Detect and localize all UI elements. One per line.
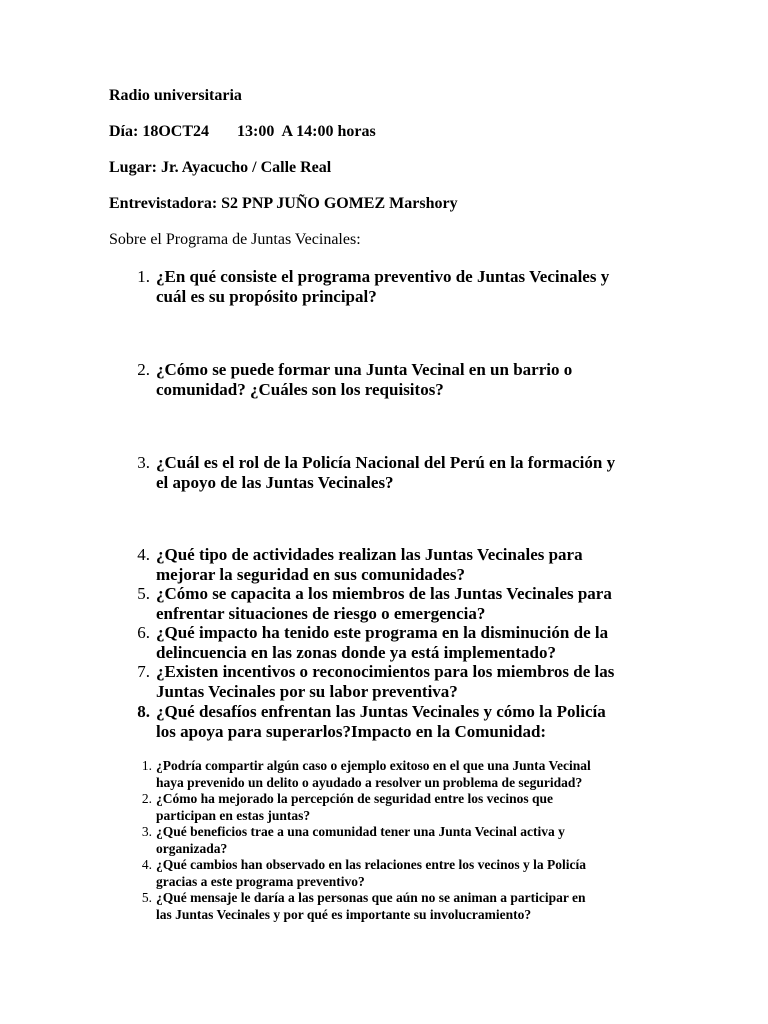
item-number: 8. [137,702,150,721]
list-item [137,360,656,399]
question-line: delincuencia en las zonas donde ya está implementado? [156,642,556,662]
question-line: mejorar la seguridad en sus comunidades? [156,564,466,584]
date-label: Día: 18OCT24 [109,123,209,140]
item-number: 6. [137,623,150,642]
list-item [141,758,656,791]
question-line: ¿En qué consiste el programa preventivo de Juntas Vecinales y [156,267,610,286]
list-item [141,857,656,890]
question-line: ¿Qué beneficios trae a una comunidad tener una Junta Vecinal activa y [156,824,565,839]
question-line: haya prevenido un delito o ayudado a resolver un problema de seguridad? [156,774,583,790]
question-line: ¿Qué desafíos enfrentan las Juntas Vecinales y cómo la Policía [156,702,606,721]
place-line: Lugar: Jr. Ayacucho / Calle Real [109,159,332,176]
question-line: ¿Cómo se puede formar una Junta Vecinal en un barrio o [156,360,573,379]
list-item [137,584,656,623]
item-number: 4. [141,857,152,872]
item-number: 5. [137,584,150,603]
item-number: 2. [137,360,150,379]
question-line: ¿Qué mensaje le daría a las personas que aún no se animan a participar en [156,890,586,905]
question-line: ¿Podría compartir algún caso o ejemplo exitoso en el que una Junta Vecinal [156,758,591,773]
item-number: 3. [141,824,152,839]
item-number: 3. [137,453,150,472]
item-number: 1. [141,758,152,773]
question-line: ¿Cómo ha mejorado la percepción de seguridad entre los vecinos que [156,791,553,806]
list-item [137,453,656,492]
question-line: ¿Qué tipo de actividades realizan las Juntas Vecinales para [156,545,583,564]
list-item [137,702,656,741]
question-line: ¿Qué cambios han observado en las relaciones entre los vecinos y la Policía [156,857,586,872]
question-line: enfrentar situaciones de riesgo o emergencia? [156,603,486,623]
list-item [137,545,656,584]
list-item [137,267,656,306]
question-line: ¿Cómo se capacita a los miembros de las Juntas Vecinales para [156,584,612,603]
question-line: los apoya para superarlos?Impacto en la Comunidad: [156,721,547,741]
question-line: ¿Qué impacto ha tenido este programa en la disminución de la [156,623,609,642]
item-number: 7. [137,662,150,681]
list-item [141,824,656,857]
question-line: cuál es su propósito principal? [156,286,377,306]
question-line: gracias a este programa preventivo? [156,873,365,889]
question-line: Juntas Vecinales por su labor preventiva? [156,681,458,701]
list-item [137,662,656,701]
date-line [109,122,376,142]
list-item [141,791,656,824]
question-line: ¿Cuál es el rol de la Policía Nacional del Perú en la formación y [156,453,616,472]
question-line: el apoyo de las Juntas Vecinales? [156,472,394,492]
document-title: Radio universitaria [109,87,242,104]
item-number: 5. [141,890,152,905]
interviewer-line: Entrevistadora: S2 PNP JUÑO GOMEZ Marshory [109,195,458,212]
question-line: las Juntas Vecinales y por qué es importante su involucramiento? [156,906,532,922]
question-line: ¿Existen incentivos o reconocimientos para los miembros de las [156,662,615,681]
question-line: comunidad? ¿Cuáles son los requisitos? [156,379,444,399]
item-number: 1. [137,267,150,286]
question-line: participan en estas juntas? [156,807,311,823]
item-number: 2. [141,791,152,806]
time-range: 13:00 A 14:00 horas [237,123,376,140]
question-line: organizada? [156,840,228,856]
item-number: 4. [137,545,150,564]
list-item [137,623,656,662]
list-item [141,890,656,923]
section-title: Sobre el Programa de Juntas Vecinales: [109,231,361,248]
